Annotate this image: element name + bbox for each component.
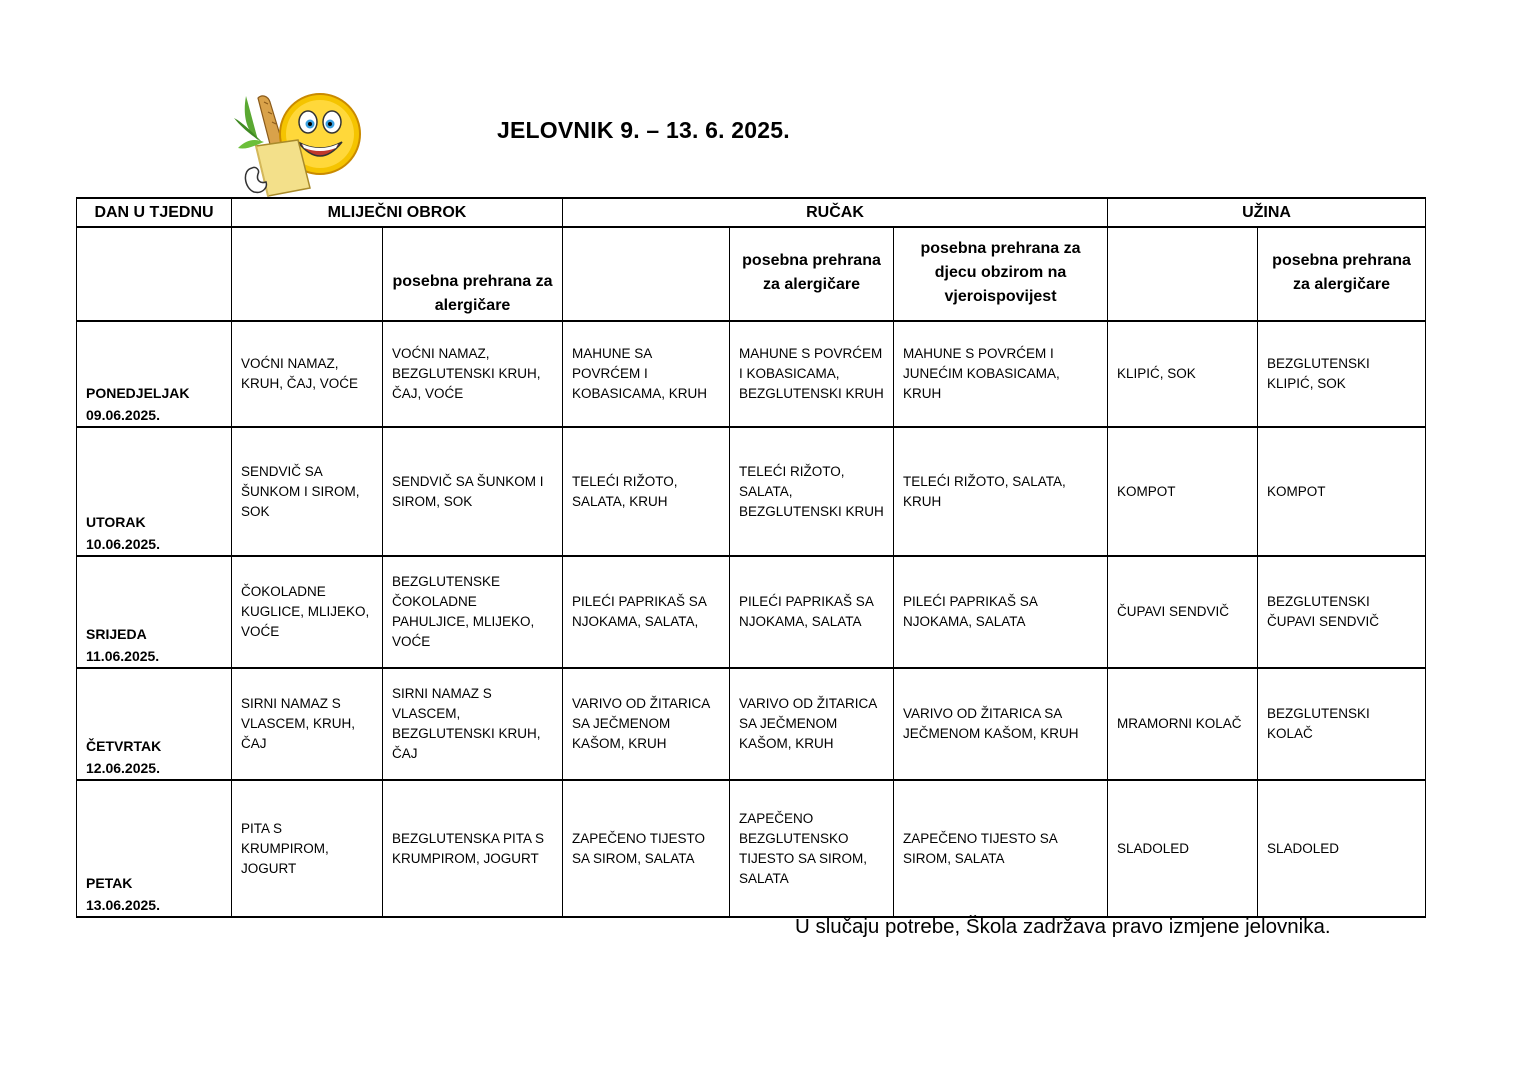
lunch-religion-cell: PILEĆI PAPRIKAŠ SA NJOKAMA, SALATA — [894, 556, 1108, 668]
subheader-lunch-allergy: posebna prehrana za alergičare — [730, 227, 894, 321]
smiley-grocery-bag-logo — [228, 88, 368, 200]
subheader-milk-allergy: posebna prehrana za alergičare — [383, 227, 563, 321]
milk-allergy-cell: BEZGLUTENSKA PITA S KRUMPIROM, JOGURT — [383, 780, 563, 917]
lunch-allergy-cell: TELEĆI RIŽOTO, SALATA, BEZGLUTENSKI KRUH — [730, 427, 894, 556]
lunch-cell: MAHUNE SA POVRĆEM I KOBASICAMA, KRUH — [563, 321, 730, 427]
snack-cell: KLIPIĆ, SOK — [1108, 321, 1258, 427]
day-name: SRIJEDA — [86, 626, 147, 642]
day-cell — [77, 780, 232, 917]
subheader-row — [77, 227, 1426, 321]
subheader-empty — [77, 227, 232, 321]
header-snack: UŽINA — [1108, 198, 1426, 227]
table-row — [77, 427, 1426, 556]
header-row — [77, 198, 1426, 227]
lunch-allergy-cell: PILEĆI PAPRIKAŠ SA NJOKAMA, SALATA — [730, 556, 894, 668]
snack-cell: MRAMORNI KOLAČ — [1108, 668, 1258, 780]
milk-cell: SIRNI NAMAZ S VLASCEM, KRUH, ČAJ — [232, 668, 383, 780]
subheader-snack-allergy: posebna prehrana za alergičare — [1258, 227, 1426, 321]
subheader-empty — [232, 227, 383, 321]
milk-cell: SENDVIČ SA ŠUNKOM I SIROM, SOK — [232, 427, 383, 556]
day-name: PONEDJELJAK — [86, 385, 190, 401]
lunch-allergy-cell: VARIVO OD ŽITARICA SA JEČMENOM KAŠOM, KRUH — [730, 668, 894, 780]
lunch-cell: PILEĆI PAPRIKAŠ SA NJOKAMA, SALATA, — [563, 556, 730, 668]
snack-allergy-cell: BEZGLUTENSKI KOLAČ — [1258, 668, 1426, 780]
header-milk: MLIJEČNI OBROK — [232, 198, 563, 227]
header-lunch: RUČAK — [563, 198, 1108, 227]
lunch-religion-cell: TELEĆI RIŽOTO, SALATA, KRUH — [894, 427, 1108, 556]
day-name: PETAK — [86, 875, 133, 891]
day-name: ČETVRTAK — [86, 738, 162, 754]
snack-cell: SLADOLED — [1108, 780, 1258, 917]
footer-note: U slučaju potrebe, Škola zadržava pravo izmjene jelovnika. — [795, 915, 1331, 938]
day-cell — [77, 668, 232, 780]
subheader-empty — [1108, 227, 1258, 321]
milk-cell: PITA S KRUMPIROM, JOGURT — [232, 780, 383, 917]
milk-cell: VOĆNI NAMAZ, KRUH, ČAJ, VOĆE — [232, 321, 383, 427]
day-date: 11.06.2025. — [86, 648, 160, 664]
lunch-religion-cell: MAHUNE S POVRĆEM I JUNEĆIM KOBASICAMA, KRUH — [894, 321, 1108, 427]
day-cell — [77, 321, 232, 427]
milk-allergy-cell: SENDVIČ SA ŠUNKOM I SIROM, SOK — [383, 427, 563, 556]
lunch-religion-cell: VARIVO OD ŽITARICA SA JEČMENOM KAŠOM, KRUH — [894, 668, 1108, 780]
day-date: 13.06.2025. — [86, 897, 160, 913]
milk-allergy-cell: SIRNI NAMAZ S VLASCEM, BEZGLUTENSKI KRUH, ČAJ — [383, 668, 563, 780]
lunch-religion-cell: ZAPEČENO TIJESTO SA SIROM, SALATA — [894, 780, 1108, 917]
milk-cell: ČOKOLADNE KUGLICE, MLIJEKO, VOĆE — [232, 556, 383, 668]
subheader-empty — [563, 227, 730, 321]
day-cell — [77, 556, 232, 668]
day-date: 09.06.2025. — [86, 407, 160, 423]
milk-allergy-cell: BEZGLUTENSKE ČOKOLADNE PAHULJICE, MLIJEKO, VOĆE — [383, 556, 563, 668]
milk-allergy-cell: VOĆNI NAMAZ, BEZGLUTENSKI KRUH, ČAJ, VOĆE — [383, 321, 563, 427]
table-row — [77, 668, 1426, 780]
snack-cell: KOMPOT — [1108, 427, 1258, 556]
day-date: 12.06.2025. — [86, 760, 160, 776]
snack-cell: ČUPAVI SENDVIČ — [1108, 556, 1258, 668]
lunch-cell: VARIVO OD ŽITARICA SA JEČMENOM KAŠOM, KRUH — [563, 668, 730, 780]
header-day: DAN U TJEDNU — [77, 198, 232, 227]
lunch-cell: TELEĆI RIŽOTO, SALATA, KRUH — [563, 427, 730, 556]
page-title: JELOVNIK 9. – 13. 6. 2025. — [497, 117, 790, 143]
snack-allergy-cell: SLADOLED — [1258, 780, 1426, 917]
table-row — [77, 321, 1426, 427]
lunch-cell: ZAPEČENO TIJESTO SA SIROM, SALATA — [563, 780, 730, 917]
snack-allergy-cell: BEZGLUTENSKI ČUPAVI SENDVIČ — [1258, 556, 1426, 668]
snack-allergy-cell: BEZGLUTENSKI KLIPIĆ, SOK — [1258, 321, 1426, 427]
subheader-lunch-religion: posebna prehrana za djecu obzirom na vjeroispovijest — [894, 227, 1108, 321]
lunch-allergy-cell: MAHUNE S POVRĆEM I KOBASICAMA, BEZGLUTENSKI KRUH — [730, 321, 894, 427]
snack-allergy-cell: KOMPOT — [1258, 427, 1426, 556]
table-row — [77, 556, 1426, 668]
day-name: UTORAK — [86, 514, 146, 530]
lunch-allergy-cell: ZAPEČENO BEZGLUTENSKO TIJESTO SA SIROM, SALATA — [730, 780, 894, 917]
day-cell — [77, 427, 232, 556]
day-date: 10.06.2025. — [86, 536, 160, 552]
table-row — [77, 780, 1426, 917]
menu-table — [76, 197, 1426, 918]
